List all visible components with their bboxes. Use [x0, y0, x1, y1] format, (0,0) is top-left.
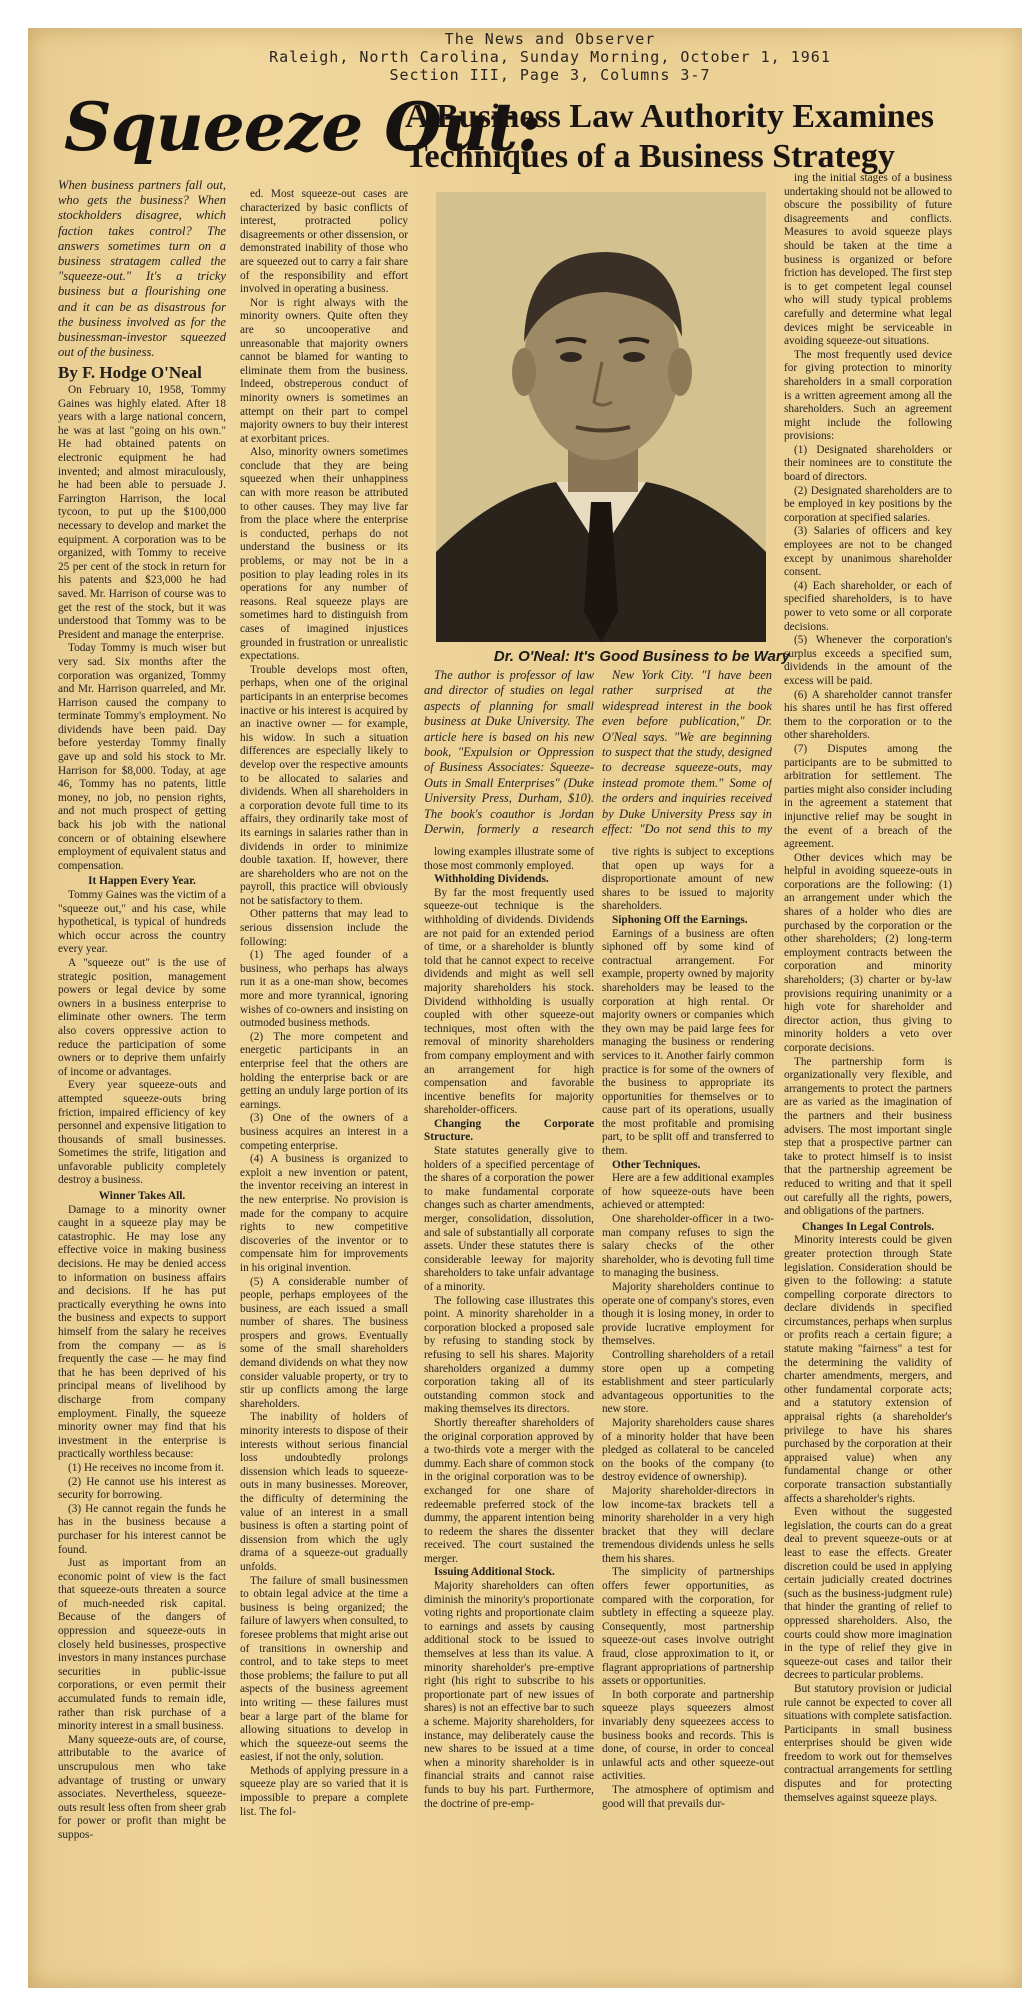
column-5-paragraphs-a	[784, 172, 952, 1219]
article-paragraph: Other patterns that may lead to serious dissension include the following:	[240, 908, 408, 948]
column-3-dividends	[424, 887, 594, 1118]
article-paragraph: The failure of small businessmen to obtain legal advice at the time a business is being organized; the failure of lawyers when consulted, to foresee problems that might arise out of transitions in ownership and control, and to take steps to meet those problems; the failure to put all aspects of the business agreement into writing — these failures must bear a large part of the blame for allowing situations to develop in which the squeeze-out seems the easiest, if not the only, solution.	[240, 1574, 408, 1764]
article-paragraph: New York City. "I have been rather surprised at the widespread interest in the book even before publication," Dr. O'Neal says. "We are beginning to suspect that the study, designed to decrease squeeze-outs, may instead promote them." Some of the orders and inquiries received by Duke University Press say in effect: "Do not send this to my	[602, 668, 772, 837]
article-paragraph: (2) The more competent and energetic participants in an enterprise feel that the others are holding the enterprise back or are getting an unduly large portion of its earnings.	[240, 1030, 408, 1111]
article-paragraph: Tommy Gaines was the victim of a "squeeze out," and his case, while hypothetical, is typical of hundreds which occur across the country every year.	[58, 889, 226, 956]
article-paragraph: tive rights is subject to exceptions that open up ways for a disproportionate amount of new shares to be issued to majority shareholders.	[602, 846, 774, 913]
author-note-left	[424, 668, 594, 838]
article-paragraph: The simplicity of partnerships offers fewer opportunities, as compared with the corporation, for subtlety in effecting a squeeze play. Consequently, most partnership squeeze-out cases involve outright fraud, close approximation to it, or flagrant appropriations of partnership assets or opportunities.	[602, 1566, 774, 1688]
article-paragraph: Today Tommy is much wiser but very sad. Six months after the corporation was organized, Tommy and Mr. Harrison quarreled, and Mr. Harrison caused the company to terminate Tommy's employment. No dividends have been paid. Day before yesterday Tommy finally gave up and sold his stock to Mr. Harrison for $8,000. Today, at age 46, Tommy has no patents, little money, no job, no pension rights, and not much prospect of getting back his job with the national concern or of obtaining elsewhere employment of equivalent status and compensation.	[58, 642, 226, 872]
subhead-issuing-stock: Issuing Additional Stock.	[434, 1566, 555, 1579]
column-4-other	[602, 1172, 774, 1811]
article-paragraph: (4) Each shareholder, or each of specified shareholders, is to have power to veto some or all corporate decisions.	[784, 579, 952, 633]
article-paragraph: ing the initial stages of a business undertaking should not be allowed to obscure the possibility of future disagreements and conflicts. Measures to avoid squeeze plays should be taken at the time a business is organized or before friction has developed. The first step is to get competent legal counsel who will study typical problems carefully and determine what legal devices might be serviceable in avoiding squeeze-out situations.	[784, 172, 952, 348]
column-5-paragraphs-b	[784, 1234, 952, 1805]
article-paragraph: Even without the suggested legislation, the courts can do a great deal to prevent squeeze-outs or at least to ease the effects. Greater discretion could be used in applying certain judicially created doctrines (such as the business-judgment rule) that hinder the granting of relief to oppressed shareholders. Also, the courts could show more imagination in the type of relief they give in squeeze-out cases and tailor their decrees to particular problems.	[784, 1506, 952, 1682]
article-paragraph: Minority interests could be given greater protection through State legislation. Consideration should be given to the following: a statute compelling corporate directors to declare dividends in specified circumstances, perhaps when surplus or profits reach a certain figure; a statute making "fairness" a test for the determining the validity of charter amendments, mergers, and other fundamental corporate acts; and a statutory extension of appraisal rights (a shareholder's privilege to have his shares purchased by the corporation at their appraised value) when any fundamental change or other corporate transaction substantially affects a shareholder's rights.	[784, 1234, 952, 1505]
article-paragraph: lowing examples illustrate some of those most commonly employed.	[424, 846, 594, 872]
article-paragraph: Shortly thereafter shareholders of the original corporation approved by a two-thirds vote a merger with the dummy. Each share of common stock in the original corporation was to be exchanged for one share of redeemable preferred stock of the dummy, the apparent intention being to redeem the shares the dissenter received. The court sustained the merger.	[424, 1416, 594, 1565]
column-3-intro	[424, 846, 594, 873]
article-paragraph: (3) Salaries of officers and key employees are not to be changed except by unanimous shareholder consent.	[784, 525, 952, 579]
article-paragraph: Here are a few additional examples of how squeeze-outs have been achieved or attempted:	[602, 1172, 774, 1212]
article-paragraph: Nor is right always with the minority owners. Quite often they are so uncooperative and unreasonable that majority owners cannot be blamed for wanting to eliminate them from the business. Indeed, obstreperous conduct of minority owners is sometimes an attempt on their part to compel majority owners to buy their interest at exorbitant prices.	[240, 296, 408, 445]
column-3	[424, 846, 594, 1976]
subhead-winner-takes-all: Winner Takes All.	[98, 1190, 186, 1203]
article-deck: When business partners fall out, who gets the business? When stockholders disagree, which faction takes control? The answers sometimes turn on a business stratagem called the "squeeze-out." It's a tricky business but a flourishing one and it can be as disastrous for the business involved as for the businessman-investor squeezed out of the business.	[58, 178, 226, 360]
article-paragraph: (7) Disputes among the participants are to be submitted to arbitration for settlement. The parties might also consider including in the agreement a statement that injunctive relief may be sought in the event of a breach of the agreement.	[784, 742, 952, 851]
article-paragraph: (6) A shareholder cannot transfer his shares until he has first offered them to the corporation or to the other shareholders.	[784, 688, 952, 742]
subhead-changing-structure: Changing the Corporate Structure.	[424, 1117, 594, 1144]
article-paragraph: (3) One of the owners of a business acquires an interest in a competing enterprise.	[240, 1112, 408, 1152]
subheadline-line1: A Business Law Authority Examines	[405, 98, 934, 135]
article-paragraph: ed. Most squeeze-out cases are characterized by basic conflicts of interest, protracted policy disagreements or other dissension, or demonstrated inability of those who are squeezed out to carry a fair share of the responsibility and effort involved in operating a business.	[240, 188, 408, 296]
masthead-paper-name: The News and Observer	[444, 30, 656, 48]
author-note-left-text	[424, 668, 594, 838]
article-paragraph: Also, minority owners sometimes conclude that they are being squeezed when their unhappiness can with more reason be attributed to other causes. They may live far from the place where the enterprise is conducted, perhaps do not understand the business or its problems, or may not be in a position to play leading roles in its operations for any number of reasons. Real squeeze plays are sometimes hard to distinguish from cases of imagined injustices grounded in frustration or unrealistic expectations.	[240, 446, 408, 663]
article-paragraph: The following case illustrates this point. A minority shareholder in a corporation blocked a proposed sale by refusing to standing stock by refusing to sell his shares. Majority shareholders organized a dummy corporation taking all of its outstanding common stock and making themselves its directors.	[424, 1294, 594, 1416]
author-note-right	[602, 668, 772, 838]
article-paragraph: Majority shareholders cause shares of a minority holder that have been pledged as collateral to be canceled on the books of the company (to destroy evidence of ownership).	[602, 1416, 774, 1484]
article-paragraph: (4) A business is organized to exploit a new invention or patent, the inventor receiving an interest in the new enterprise. No provision is made for the company to acquire rights to new competitive discoveries of the inventor or to compensate him for improvements in his original invention.	[240, 1153, 408, 1274]
masthead-section: Section III, Page 3, Columns 3-7	[389, 66, 711, 84]
photo-caption: Dr. O'Neal: It's Good Business to be Wary	[493, 648, 790, 665]
article-paragraph: In both corporate and partnership squeeze plays squeezers almost invariably deny squeezees access to business books and records. This is done, of course, in order to conceal unlawful acts and other squeeze-out activities.	[602, 1688, 774, 1783]
column-5	[784, 172, 952, 1978]
article-paragraph: On February 10, 1958, Tommy Gaines was highly elated. After 18 years with a large national concern, he was at last "going on his own." He had obtained patents on electronic equipment he had invented; and almost miraculously, he had been able to persuade J. Farrington Harrison, the local tycoon, to put up the $100,000 necessary to develop and market the equipment. A corporation was to be organized, with Tommy to receive 25 per cent of the stock in return for his patents and $23,000 he had saved. Mr. Harrison of course was to get the rest of the stock, but it was understood that Tommy was to be President and manage the enterprise.	[58, 384, 226, 641]
column-4	[602, 846, 774, 1976]
column-1-paragraphs-c	[58, 1204, 226, 1843]
article-paragraph: (2) He cannot use his interest as security for borrowing.	[58, 1475, 226, 1502]
byline: By F. Hodge O'Neal	[58, 363, 202, 383]
subhead-withholding-dividends: Withholding Dividends.	[434, 873, 549, 886]
article-paragraph: Majority shareholders can often diminish the minority's proportionate voting rights and proportionate claim to earnings and assets by causing additional stock to be issued to themselves at less than its value. A minority shareholder's pre-emptive right (his right to subscribe to his proportionate part of new issues of shares) is not an effective bar to such a scheme. Majority shareholders, for instance, may deliberately cause the new shares to be issued at a time when a minority shareholder is in financial straits and cannot raise funds to buy his part. Furthermore, the doctrine of pre-emp-	[424, 1580, 594, 1810]
article-paragraph: (2) Designated shareholders are to be employed in key positions by the corporation at specified salaries.	[784, 484, 952, 524]
author-photo	[436, 192, 766, 642]
subhead-other-techniques: Other Techniques.	[612, 1158, 701, 1171]
column-3-stock	[424, 1580, 594, 1811]
column-2-paragraphs	[240, 188, 408, 1819]
subhead-it-happen-every-year: It Happen Every Year.	[88, 875, 196, 888]
subheadline-line2: Techniques of a Business Strategy	[405, 138, 895, 175]
column-1	[58, 178, 226, 1978]
article-paragraph: Methods of applying pressure in a squeeze play are so varied that it is impossible to prepare a complete list. The fol-	[240, 1764, 408, 1818]
article-paragraph: Trouble develops most often, perhaps, when one of the original participants in an enterprise becomes inactive or his interest is acquired by an inactive owner — for example, his widow. In such a situation differences are especially likely to develop over the respective amounts to be allocated to salaries and dividends. When all shareholders in a corporation devote full time to its affairs, they ordinarily take most of its earnings in salaries rather than in dividends in order to minimize double taxation. If, however, there are shareholders who are not on the payroll, this practice will obviously not be satisfactory to them.	[240, 663, 408, 907]
article-paragraph: The most frequently used device for giving protection to minority shareholders in a small corporation is a written agreement among all the shareholders. Such an agreement might include the following provisions:	[784, 348, 952, 443]
column-3-structure	[424, 1145, 594, 1566]
article-paragraph: The atmosphere of optimism and good will that prevails dur-	[602, 1783, 774, 1810]
article-paragraph: By far the most frequently used squeeze-out technique is the withholding of dividends. Dividends are not paid for an extended period of time, or a shareholder is bluntly told that he cannot expect to receive dividends and might as well sell majority shareholders his stock. Dividend withholding is usually coupled with other squeeze-out techniques, most often with the removal of minority shareholders from company employment and with an arrangement for high compensation and favorable incentive benefits for majority shareholder-officers.	[424, 886, 594, 1117]
article-paragraph: Other devices which may be helpful in avoiding squeeze-outs in corporations are the following: (1) an arrangement under which the shares of a holder who dies are purchased by the corporation or the other shareholders; (2) long-term employment contracts between the corporation and minority shareholders; (3) charter or by-law provisions requiring unanimity or a high vote for shareholder and director action, thus giving to minority holders a veto over corporate decisions.	[784, 851, 952, 1054]
author-note-right-text	[602, 668, 772, 838]
article-paragraph: (1) The aged founder of a business, who perhaps has always run it as a one-man show, becomes more and more tyrannical, ignoring wishes of co-owners and insisting on outmoded business methods.	[240, 949, 408, 1030]
article-paragraph: (1) He receives no income from it.	[68, 1461, 224, 1474]
article-paragraph: Every year squeeze-outs and attempted squeeze-outs bring friction, impaired efficiency of key personnel and expensive litigation to thousands of small businesses. Sometimes the strife, litigation and unfavorable publicity completely destroy a business.	[58, 1079, 226, 1187]
article-paragraph: Just as important from an economic point of view is the fact that squeeze-outs threaten a source of much-needed risk capital. Because of the dangers of oppression and squeeze-outs in closely held businesses, prospective investors in many instances purchase securities in public-issue corporations, or even permit their accumulated funds to remain idle, rather than risk purchase of a minority interest in a small business.	[58, 1557, 226, 1733]
article-paragraph: The partnership form is organizationally very flexible, and arrangements to protect the partners are as varied as the imagination of the partners and their business advisers. The most important single step that a prospective partner can take to protect himself is to insist that the partnership agreement be reduced to writing and that it spell out carefully all the rights, powers, and obligations of the partners.	[784, 1055, 952, 1218]
article-paragraph: Earnings of a business are often siphoned off by some kind of contractual arrangement. For example, property owned by majority shareholders may be leased to the corporation at high rental. Or majority owners or companies which they own may be paid large fees for managing the business or rendering services to it. Another fairly common practice is for some of the owners of the business to appropriate its opportunities for themselves or to cause part of its operations, usually the most profitable and promising part, to be split off and transferred to them.	[602, 927, 774, 1158]
article-paragraph: One shareholder-officer in a two-man company refuses to sign the salary checks of the other shareholder, who is devoting full time to managing the business.	[602, 1213, 774, 1280]
article-paragraph: (1) Designated shareholders or their nominees are to constitute the board of directors.	[784, 443, 952, 484]
article-paragraph: Majority shareholders continue to operate one of company's stores, even though it is losing money, in order to provide lucrative employment for themselves.	[602, 1281, 774, 1348]
column-2	[240, 188, 408, 1978]
article-paragraph: Controlling shareholders of a retail store open up a competing establishment and steer particularly advantageous opportunities to the new store.	[602, 1348, 774, 1416]
article-paragraph: State statutes generally give to holders of a specified percentage of the shares of a corporation the power to make fundamental corporate changes such as charter amendments, merger, consolidation, dissolution, and sale of substantially all corporate assets. Under these statutes there is considerable leeway for majority shareholders to take unfair advantage of a minority.	[424, 1145, 594, 1293]
column-1-paragraphs-b	[58, 889, 226, 1188]
column-4-siphoning	[602, 928, 774, 1159]
article-paragraph: The inability of holders of minority interests to dispose of their interests without serious financial loss undoubtedly prolongs dissension which leads to squeeze-outs in many businesses. Moreover, the difficulty of determining the value of an interest in a small business is often a starting point of dissension from which the ugly drama of a squeeze-out gradually unfolds.	[240, 1411, 408, 1573]
article-paragraph: (5) A considerable number of people, perhaps employees of the business, are each issued a small number of shares. The business prospers and grows. Eventually some of the small shareholders demand dividends on what they now consider valuable property, or try to stir up conflicts among the large shareholders.	[240, 1275, 408, 1410]
portrait-image	[436, 192, 766, 642]
article-paragraph: But statutory provision or judicial rule cannot be expected to cover all situations with complete satisfaction. Participants in small business enterprises should be given wide freedom to work out for themselves contractual arrangements for settling disputes and for protecting themselves against squeeze plays.	[784, 1682, 952, 1804]
subhead-siphoning: Siphoning Off the Earnings.	[612, 913, 748, 926]
article-paragraph: (3) He cannot regain the funds he has in the business because a purchaser for his interest cannot be found.	[58, 1502, 226, 1556]
headline: Squeeze Out:	[64, 88, 541, 166]
subhead-legal-controls: Changes In Legal Controls.	[801, 1220, 935, 1233]
article-paragraph: Many squeeze-outs are, of course, attributable to the avarice of unscrupulous men who take advantage of trusting or unwary associates. Nevertheless, squeeze-outs result less often from sheer grab for power or profit than might be suppos-	[58, 1733, 226, 1841]
masthead-date: Raleigh, North Carolina, Sunday Morning, October 1, 1961	[269, 48, 831, 66]
article-paragraph: Damage to a minority owner caught in a squeeze play may be catastrophic. He may lose any effective voice in making business decisions. He may be denied access to information on business affairs and decisions. If he has put practically everything he owns into the business and expects to support himself from the salary he receives from the company — as is frequently the case — he may find that he has been deprived of his principal means of livelihood by discharge from company employment. Finally, the squeeze minority owner may find that his investment in the enterprise is practically worthless because:	[58, 1203, 226, 1461]
article-paragraph: Majority shareholder-directors in low income-tax brackets tell a minority shareholder in a very high bracket that they will declare tremendous dividends unless he sells them his shares.	[602, 1484, 774, 1565]
article-paragraph: A "squeeze out" is the use of strategic position, management powers or legal device by some owners in a business enterprise to eliminate other owners. The term also covers oppressive action to reduce the participation of some owners or to deprive them unfairly of income or advantages.	[58, 956, 226, 1078]
column-1-paragraphs-a	[58, 384, 226, 873]
column-4-intro	[602, 846, 774, 914]
article-paragraph: (5) Whenever the corporation's surplus exceeds a specified sum, dividends in the amount of the excess will be paid.	[784, 634, 952, 687]
article-paragraph: The author is professor of law and director of studies on legal aspects of planning for small business at Duke University. The article here is based on his new book, "Expulsion or Oppression of Business Associates: Squeeze-Outs in Small Enterprises" (Duke University Press, Durham, $10). The book's coauthor is Jordan Derwin, formerly a research	[424, 668, 594, 837]
